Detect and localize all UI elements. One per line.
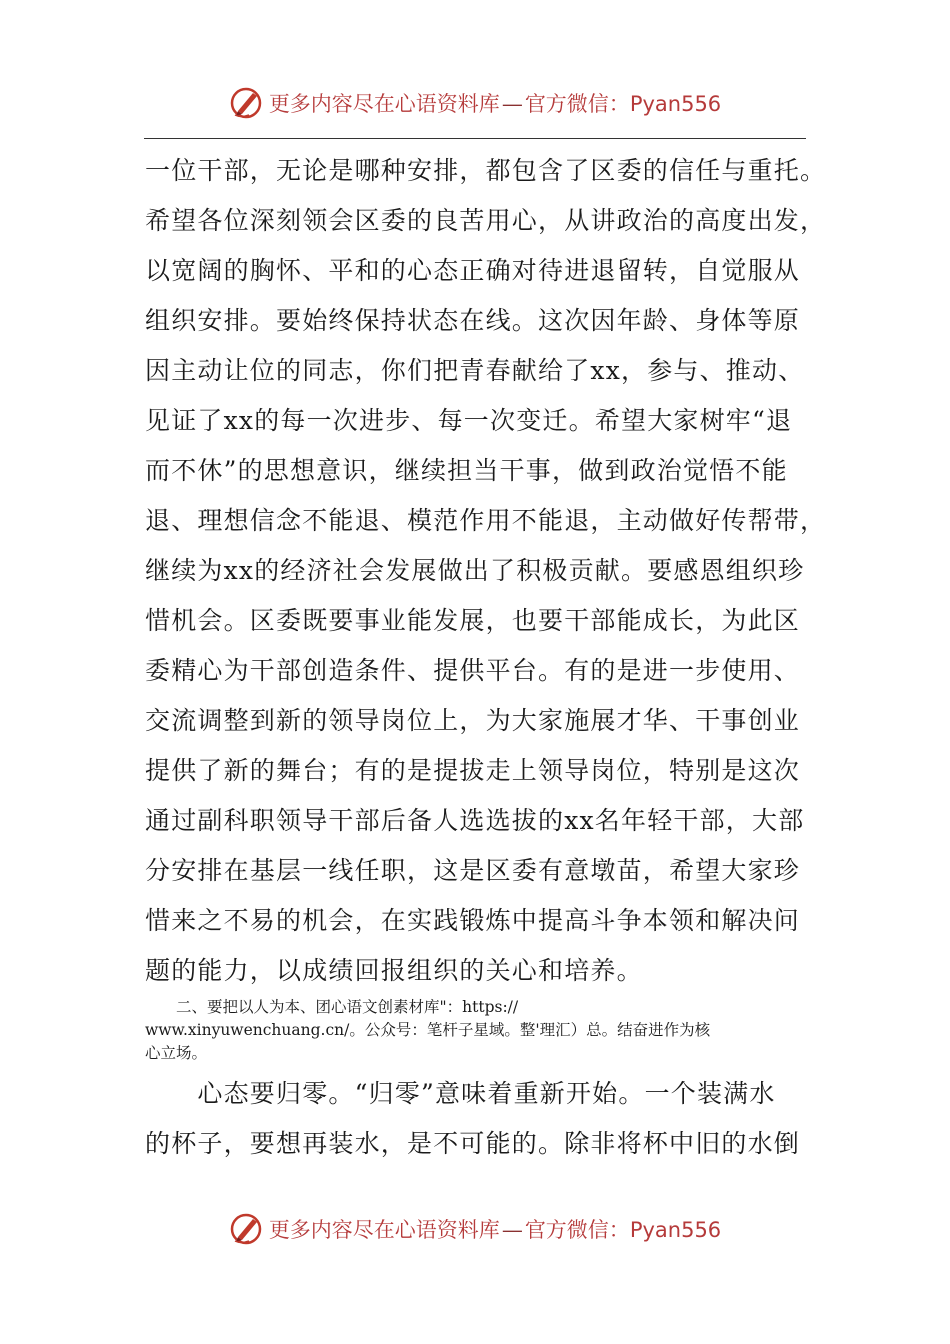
- text-line: 见证了xx的每一次进步、每一次变迁。希望大家树牢“退: [145, 406, 793, 435]
- small-text-line: www.xinyuwenchuang.cn/。公众号：笔杆子星域。整'理汇）总。结奋进作为核: [145, 1021, 711, 1039]
- small-text-line: 二、要把以人为本、团心语文创素材库"：https://: [145, 998, 519, 1016]
- small-text-line: 心立场。: [145, 1044, 208, 1062]
- text-line: 通过副科职领导干部后备人选选拔的xx名年轻干部，大部: [145, 806, 805, 835]
- text-line: 的杯子，要想再装水，是不可能的。除非将杯中旧的水倒: [145, 1129, 801, 1158]
- footer-banner: [0, 1204, 950, 1254]
- header-wechat-id: Pyan556: [629, 92, 722, 116]
- text-line: 退、理想信念不能退、模范作用不能退，主动做好传帮带，: [145, 506, 827, 535]
- text-line: 继续为xx的经济社会发展做出了积极贡献。要感恩组织珍: [145, 556, 805, 585]
- header-brand-text: [269, 88, 721, 118]
- text-line: 分安排在基层一线任职，这是区委有意墩苗，希望大家珍: [145, 856, 801, 885]
- text-line: 惜机会。区委既要事业能发展，也要干部能成长，为此区: [145, 606, 801, 635]
- header-wechat-label: 官方微信：: [524, 92, 630, 116]
- header-brand: 更多内容尽在心语资料库: [268, 92, 500, 116]
- header-separator: —: [501, 92, 523, 116]
- header-rule: [144, 138, 806, 139]
- text-line: 委精心为干部创造条件、提供平台。有的是进一步使用、: [145, 656, 801, 685]
- pen-logo-icon: [229, 85, 265, 121]
- text-line: 心态要归零。“归零”意味着重新开始。一个装满水: [145, 1079, 776, 1108]
- text-line: 以宽阔的胸怀、平和的心态正确对待进退留转，自觉服从: [145, 256, 801, 285]
- text-line: 组织安排。要始终保持状态在线。这次因年龄、身体等原: [145, 306, 801, 335]
- footer-separator: —: [501, 1218, 523, 1242]
- pen-logo-icon: [229, 1211, 265, 1247]
- footer-brand: 更多内容尽在心语资料库: [268, 1218, 500, 1242]
- footer-brand-text: [269, 1214, 721, 1244]
- text-line: 一位干部，无论是哪种安排，都包含了区委的信任与重托。: [145, 156, 827, 185]
- text-line: 交流调整到新的领导岗位上，为大家施展才华、干事创业: [145, 706, 801, 735]
- header-banner: [0, 78, 950, 128]
- text-line: 因主动让位的同志，你们把青春献给了xx，参与、推动、: [145, 356, 805, 385]
- text-line: 而不休”的思想意识，继续担当干事，做到政治觉悟不能: [145, 456, 788, 485]
- text-line: 题的能力，以成绩回报组织的关心和培养。: [145, 956, 643, 985]
- text-line: 希望各位深刻领会区委的良苦用心，从讲政治的高度出发，: [145, 206, 827, 235]
- text-line: 提供了新的舞台；有的是提拔走上领导岗位，特别是这次: [145, 756, 801, 785]
- footer-wechat-label: 官方微信：: [524, 1218, 630, 1242]
- text-line: 惜来之不易的机会，在实践锻炼中提高斗争本领和解决问: [145, 906, 801, 935]
- footer-wechat-id: Pyan556: [629, 1218, 722, 1242]
